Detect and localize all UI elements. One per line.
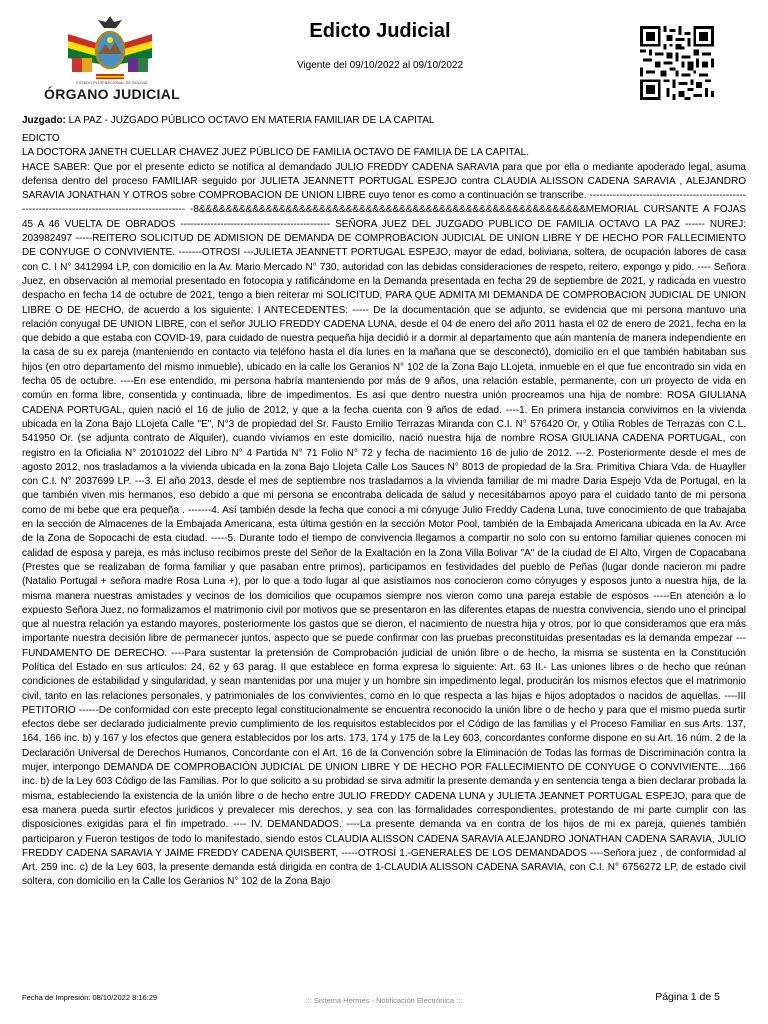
validity-period: Vigente del 09/10/2022 al 09/10/2022 bbox=[296, 60, 464, 71]
court-value: LA PAZ - JUZGADO PÚBLICO OCTAVO EN MATERIA FAMILIAR DE LA CAPITAL bbox=[68, 115, 435, 126]
edict-body bbox=[22, 132, 746, 992]
print-date: Fecha de Impresión: 08/10/2022 8:16:29 bbox=[22, 993, 158, 1002]
logo-name: ÓRGANO JUDICIAL bbox=[44, 86, 180, 102]
page-title: Edicto Judicial bbox=[309, 20, 451, 42]
edict-text: HACE SABER: Que por el presente edicto se notifica al demandado JULIO FREDDY CADENA SARAVIA para que por ella o mediante apoderado legal, asuma defensa dentro del proceso FAMILIAR seguido por JULIETA JEANNETT PORTUGAL ESPEJO contra CLAUDIA ALISSON CADENA SARAVIA , ALEJANDRO SARAVIA JONATHAN Y OTROS sobre COMPROBACION DE UNION LIBRE cuyo tenor es como a continuación se transcribe. ------------------------------------------------------------------------------------------------ -8&&&&&&&&&&&&&&&&&&&&&&&&&&&&&&&&&&&&&&&&&&&&&&&&&&&&&&&&&&MEMORIAL CURSANTE A FOJAS 45 A 46 VUELTA DE OBRADOS --------------------------------------------- SEÑORA JUEZ DEL JUZGADO PUBLICO DE FAMILIA OCTAVO LA PAZ ------ NUREJ: 203982497 -----REITERO SOLICITUD DE ADMISION DE DEMANDA DE COMPROBACION JUDICIAL DE UNION LIBRE Y DE HECHO POR FALLECIMIENTO DE CONYUGE O CONVIVIENTE. -------OTROSI ---JULIETA JEANNETT PORTUGAL ESPEJO, mayor de edad, boliviana, soltera, de ocupación labores de casa con C. I N° 3412994 LP, con domicilio en la Av. Mario Mercado N° 730, autoridad con las debidas consideraciones de respeto, reitero, expongo y pido. ---- Señora Juez, en observación al memorial presentado en fotocopia y ratificándome en la Demanda presentada en fecha 29 de septiembre de 2021, y radicada en vuestro despacho en fecha 14 de octubre de 2021, tengo a bien reiterar mi SOLICITUD, PARA QUE ADMITA MI DEMANDA DE COMPROBACION JUDICIAL DE UNION LIBRE O DE HECHO, de acuerdo a los siguiente: I ANTECEDENTES: ----- De la documentación que se adjunto, se evidencia que mi persona mantuvo una relación conyugal DE UNION LIBRE, con el señor JULIO FREDDY CADENA LUNA, desde el 04 de enero del año 2011 hasta el 02 de enero de 2021, fecha en la que debido a que estaba con COVID-19, para cuidado de nuestra pequeña hija decidió ir a dormir al departamento que aún mantenía de manera independiente en la casa de su ex pareja (manteniendo en contacto via teléfono hasta el día lunes en la mañana que se desconectó), domicilio en el que también habitaban sus hijos (en otro departamento del mismo inmueble), ubicado en la calle los Geranios N° 102 de la Zona Bajo LLojeta, inmueble en el que fue encontrado sin vida en fecha 05 de octubre. ----En ese entendido, mi persona habría manteniendo por más de 9 años, una relación estable, permanente, con un proyecto de vida en común en forma libre, consentida y continuada, libre de impedimentos. Es así que dentro nuestra unión procreamos una hija de nombre: ROSA GIULIANA CADENA PORTUGAL, quien nació el 16 de julio de 2012, y que a la fecha cuenta con 9 años de edad. ----1. En primera instancia convivimos en la vivienda ubicada en la Zona Bajo LLojeta Calle "E", N°3 de propiedad del Sr. Fausto Emilio Terrazas Miranda con C.I. N° 576420 Or, y Otilia Robles de Terrazas con C.L. 541950 Or. (se adjunta contrato de Alquiler), cuando vivíamos en este domicilio, nació nuestra hija de nombre ROSA GIULIANA CADENA PORTUGAL, con registro en la Oficialia N° 20101022 del Libro N° 4 Partida N° 71 Folio N° 72 y fecha de nacimiento 16 de julio de 2012. ---2. Posteriormente desde el mes de agosto 2012, nos trasladamos a la vivienda ubicada en la zona Bajo Llojeta Calle Los Sauces N° 8013 de propiedad de la Sra. Primitiva Chiara Vda. de Huayller con C.I. N° 2037699 LP. ---3. El año 2013, desde el mes de septiembre nos trasladamos a la vivienda familiar de mi madre Daria Espejo Vda de Portugal, en la que también viven mis hermanos, eso debido a que mi persona se encontraba delicada de salud y necesitábamos apoyo para el cuidado tanto de mi persona como de mi bebe que era pequeña . -------4. Así también desde la fecha que conoci a mi cónyuge Julio Freddy Cadena Luna, tuve conocimiento de que trabajaba en la sección de Almacenes de la Embajada Americana, esta última gestión en la sección Motor Pool, también de la Embajada Americana ubicada en la Av. Arce de la Zona de Sopocachi de esta ciudad. -----5. Durante todo el tiempo de convivencia llegamos a compartir no solo con su entorno familiar quienes conocen mi calidad de esposa y pareja, es más incluso recibimos preste del Señor de la Exaltación en la Zona Villa Bolivar "A" de la ciudad de El Alto, Virgen de Copacabana (Prestes que se realizaban de forma familiar y que pasaban entre primos), participamos en festividades del pueblo de Peñas (lugar donde nacieron mi padre (Natalio Portugal + señora madre Rosa Luna +), por lo que a todo lugar al que asistíamos nos conocieron como cónyuges y esposos junto a nuestra hija, de la misma manera nuestras amistades y vecinos de los domicilios que ocupamos siempre nos vieron como una pareja estable de esposos -----En atención a lo expuesto Señora Juez, no formalizamos el matrimonio civil por motivos que se presentaron en las diferentes etapas de nuestra convivencia, siendo uno el principal que al nuestra relación ya estando mayores, posteriormente los gastos que se dieron, el nacimiento de nuestra hija y otros, por lo que consideramos que era más importante nuestra decisión libre de permanecer juntos, aspecto que se puede confirmar con las pruebas preconstituidas presentadas es la demanda empezar ---FUNDAMENTO DE DERECHO. ----Para sustentar la pretensión de Comprobación judicial de unión libre o de hecho, la misma se sustenta en la Constitución Política del Estado en sus artículos: 24, 62 y 63 parag. II que establece en forma expresa lo siguiente: Art. 63 II.- Las uniones libres o de hecho que reúnan condiciones de estabilidad y singularidad, y sean mantenidas por una mujer y un hombre sin impedimento legal, producirán los mismos efectos que el matrimonio civil, tanto en las relaciones personales, y patrimoniales de los convivientes, como en lo que respecta a las hijas e hijos adoptados o nacidos de aquellas. ----III PETITORIO ------De conformidad con este precepto legal constitucionalmente se encuentra reconocido la unión libre o de hecho y para que el mismo pueda surtir efectos debe ser declarado judicialmente previo cumplimiento de los requisitos establecidos por el Código de las familias y el Proceso Familiar en sus Arts. 137, 164, 166 inc. b) y 167 y los efectos que genera establecidos por los arts. 173, 174 y 175 de la Ley 603, concordantes conforme dispone en su Art. 16 núm. 2 de la Declaración Universal de Derechos Humanos, Concordante con el Art. 16 de la Convención sobre la Eliminación de Todas las formas de Discriminación contra la mujer, interpongo DEMANDA DE COMPROBACIÓN JUDICIAL DE UNION LIBRE Y DE HECHO POR FALLECIMIENTO DE CONYUGE O CONVIVIENTE....166 inc. b) de la Ley 603 Código de las Familias. Por lo que solicito a su probidad se sirva admitir la presente demanda y en sentencia tenga a bien declarar probada la misma, estableciendo la existencia de la unión libre o de hecho entre JULIO FREDDY CADENA LUNA y JULIETA JEANNET PORTUGAL ESPEJO, para que de esa manera pueda surtir efectos jurídicos y prevalecer mis derechos, y sea con las formalidades correspondientes, protestando de mi parte cumplir con las disposiciones exigidas para el fin impetrado. ---- IV. DEMANDADOS. ----La presente demanda va en contra de los hijos de mi ex pareja, quienes también participaron y Fueron testigos de todo lo manifestado, siendo estos CLAUDIA ALISSON CADENA SARAVIA ALEJANDRO JONATHAN CADENA SARAVIA, JULIO FREDDY CADENA SARAVIA Y JAIME FREDDY CADENA QUISBERT, -----OTROSÍ 1.-GENERALES DE LOS DEMANDADOS ----Señora juez , de conformidad al Art. 259 inc. c) de la Ley 603, la presente demanda está dirigida en contra de 1-CLAUDIA ALISSON CADENA SARAVIA, con C.I. N° 6756272 LP, de estado civil soltera, con domicilio en la Calle los Geranios N° 102 de la Zona Bajo bbox=[22, 161, 746, 888]
judge-line: LA DOCTORA JANETH CUELLAR CHAVEZ JUEZ PÚBLICO DE FAMILIA OCTAVO DE FAMILIA DE LA CAPITAL. bbox=[22, 147, 529, 159]
page-number: Página 1 de 5 bbox=[655, 991, 720, 1003]
document-header bbox=[0, 0, 768, 110]
court-line bbox=[22, 115, 746, 126]
court-label: Juzgado: bbox=[22, 115, 66, 126]
organo-judicial-logo bbox=[22, 14, 202, 106]
edict-heading: EDICTO bbox=[22, 133, 60, 144]
logo-state-text: ESTADO PLURINACIONAL DE BOLIVIA bbox=[76, 81, 148, 85]
coat-of-arms-icon bbox=[60, 14, 160, 82]
qr-code-icon bbox=[640, 26, 714, 100]
system-footer: ::: Sistema Hermes - Notificación Electrónica ::: bbox=[305, 996, 463, 1005]
